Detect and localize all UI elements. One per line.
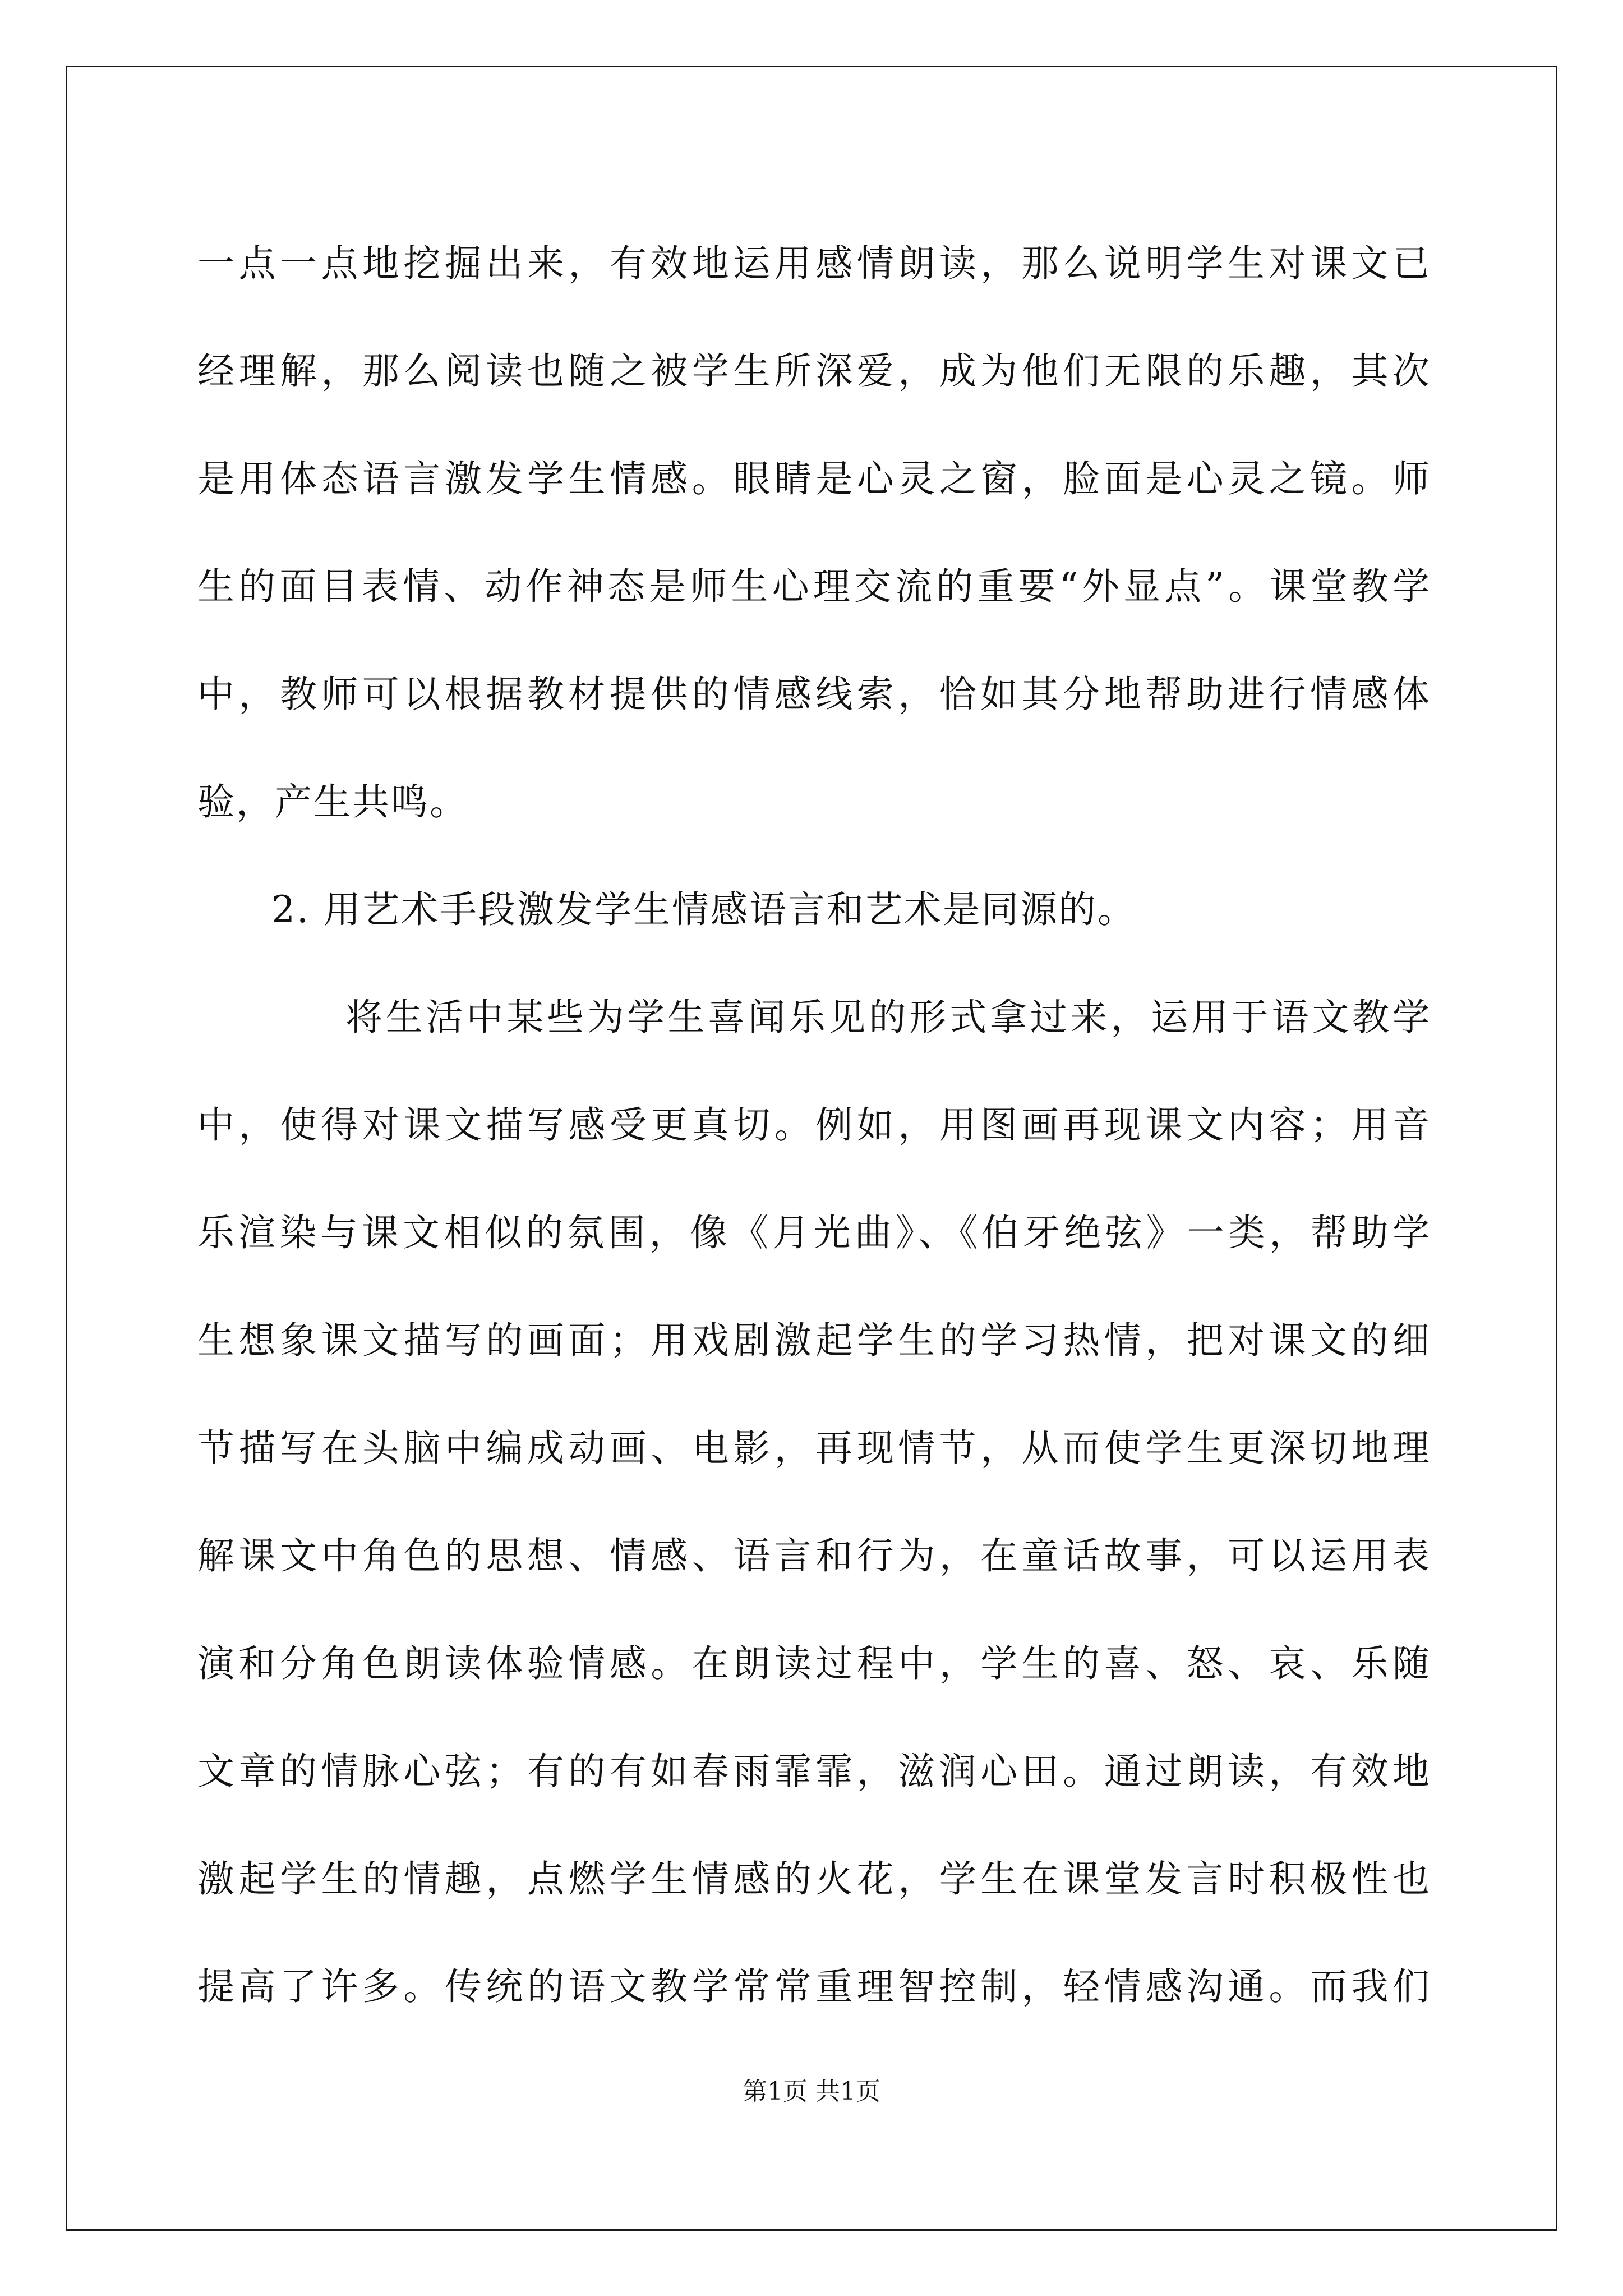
text-line: 中，教师可以根据教材提供的情感线索，恰如其分地帮助进行情感体 [197,673,1431,716]
text-line: 一点一点地挖掘出来，有效地运用感情朗读，那么说明学生对课文已 [197,242,1431,285]
text-line: 将生活中某些为学生喜闻乐见的形式拿过来，运用于语文教学 [345,996,1431,1039]
text-line: 生想象课文描写的画面；用戏剧激起学生的学习热情，把对课文的细 [197,1319,1431,1362]
text-line: 生的面目表情、动作神态是师生心理交流的重要“外显点”。课堂教学 [197,565,1431,608]
text-line: 乐渲染与课文相似的氛围，像《月光曲》、《伯牙绝弦》一类，帮助学 [197,1211,1431,1254]
text-line: 验，产生共鸣。 [197,780,468,823]
text-line: 是用体态语言激发学生情感。眼睛是心灵之窗，脸面是心灵之镜。师 [197,457,1431,500]
text-line: 解课文中角色的思想、情感、语言和行为，在童话故事，可以运用表 [197,1534,1431,1577]
page-number-footer: 第1页 共1页 [743,2077,880,2106]
section-heading: 2. 用艺术手段激发学生情感语言和艺术是同源的。 [271,888,1136,931]
text-line: 中，使得对课文描写感受更真切。例如，用图画再现课文内容；用音 [197,1103,1431,1147]
text-line: 经理解，那么阅读也随之被学生所深爱，成为他们无限的乐趣，其次 [197,349,1431,393]
text-line: 提高了许多。传统的语文教学常常重理智控制，轻情感沟通。而我们 [197,1965,1431,2008]
document-body [197,210,1431,2041]
text-line: 文章的情脉心弦；有的有如春雨霏霏，滋润心田。通过朗读，有效地 [197,1750,1431,1793]
text-line: 激起学生的情趣，点燃学生情感的火花，学生在课堂发言时积极性也 [197,1857,1431,1901]
text-line: 节描写在头脑中编成动画、电影，再现情节，从而使学生更深切地理 [197,1427,1431,1470]
text-line: 演和分角色朗读体验情感。在朗读过程中，学生的喜、怒、哀、乐随 [197,1642,1431,1685]
